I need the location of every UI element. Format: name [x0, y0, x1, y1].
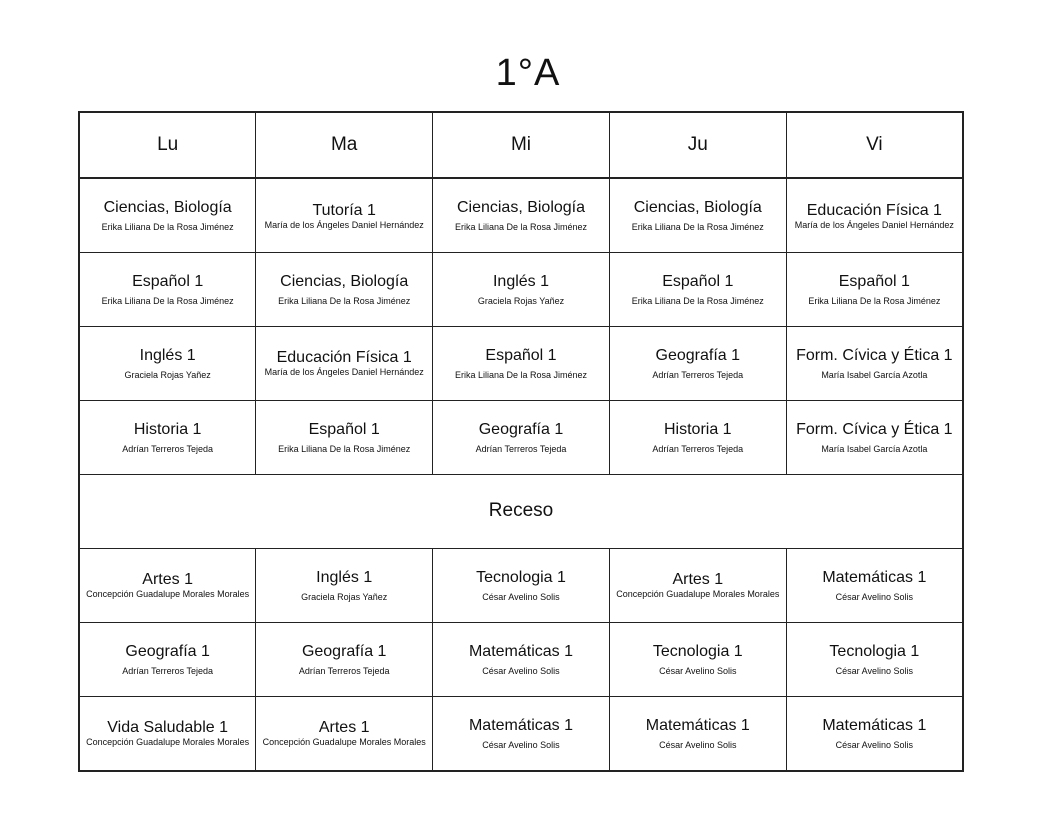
teacher-name: Erika Liliana De la Rosa Jiménez — [631, 295, 764, 306]
class-cell — [79, 622, 256, 696]
teacher-name: María Isabel García Azotla — [821, 369, 928, 380]
teacher-name: Adrían Terreros Tejeda — [475, 443, 567, 454]
teacher-name: Erika Liliana De la Rosa Jiménez — [278, 295, 411, 306]
subject-name: Matemáticas 1 — [468, 642, 574, 660]
subject-name: Ciencias, Biología — [456, 199, 586, 216]
subject-name: Tutoría 1 — [312, 201, 376, 219]
teacher-name: Concepción Guadalupe Morales Morales — [262, 737, 426, 748]
day-header: Lu — [79, 112, 256, 178]
class-cell — [79, 548, 256, 622]
break-label: Receso — [79, 474, 963, 548]
period-row — [79, 326, 963, 400]
day-header: Vi — [786, 112, 963, 178]
subject-name: Educación Física 1 — [276, 349, 412, 367]
break-row — [79, 474, 963, 548]
class-cell — [433, 622, 610, 696]
class-cell — [433, 400, 610, 474]
class-cell — [79, 326, 256, 400]
teacher-name: Erika Liliana De la Rosa Jiménez — [631, 222, 764, 232]
day-header: Ju — [609, 112, 786, 178]
subject-name: Español 1 — [308, 420, 380, 438]
class-cell — [256, 253, 433, 327]
subject-name: Vida Saludable 1 — [107, 719, 228, 737]
class-cell — [786, 696, 963, 771]
period-row — [79, 253, 963, 327]
class-cell — [786, 400, 963, 474]
teacher-name: Erika Liliana De la Rosa Jiménez — [278, 443, 411, 454]
subject-name: Form. Cívica y Ética 1 — [796, 346, 953, 364]
subject-name: Geografía 1 — [125, 642, 210, 660]
class-cell — [786, 622, 963, 696]
subject-name: Tecnologia 1 — [652, 642, 743, 660]
teacher-name: María de los Ángeles Daniel Hernández — [264, 367, 424, 378]
class-cell — [786, 178, 963, 253]
subject-name: Español 1 — [132, 272, 204, 290]
teacher-name: Erika Liliana De la Rosa Jiménez — [101, 222, 234, 232]
subject-name: Matemáticas 1 — [645, 716, 750, 734]
subject-name: Español 1 — [838, 272, 910, 290]
teacher-name: María de los Ángeles Daniel Hernández — [794, 219, 954, 230]
class-cell — [256, 622, 433, 696]
teacher-name: Adrían Terreros Tejeda — [122, 443, 214, 454]
teacher-name: César Avelino Solis — [659, 739, 737, 750]
subject-name: Tecnologia 1 — [829, 642, 920, 660]
class-cell — [256, 326, 433, 400]
subject-name: Inglés 1 — [492, 272, 550, 290]
teacher-name: César Avelino Solis — [482, 665, 560, 676]
class-cell — [609, 548, 786, 622]
teacher-name: César Avelino Solis — [835, 591, 914, 602]
subject-name: Tecnologia 1 — [476, 568, 566, 586]
subject-name: Español 1 — [662, 272, 734, 290]
teacher-name: Erika Liliana De la Rosa Jiménez — [808, 295, 941, 306]
subject-name: Artes 1 — [142, 571, 193, 589]
class-cell — [256, 400, 433, 474]
subject-name: Artes 1 — [672, 571, 724, 589]
teacher-name: César Avelino Solis — [835, 739, 914, 750]
teacher-name: Adrían Terreros Tejeda — [298, 665, 390, 676]
class-cell — [433, 178, 610, 253]
teacher-name: Concepción Guadalupe Morales Morales — [86, 589, 250, 600]
class-cell — [433, 253, 610, 327]
class-cell — [79, 253, 256, 327]
class-cell — [609, 622, 786, 696]
subject-name: Ciencias, Biología — [103, 199, 232, 216]
subject-name: Ciencias, Biología — [280, 272, 409, 290]
subject-name: Matemáticas 1 — [822, 716, 927, 734]
schedule-table — [78, 111, 964, 772]
day-header: Ma — [256, 112, 433, 178]
subject-name: Historia 1 — [664, 420, 732, 438]
period-row — [79, 400, 963, 474]
subject-name: Geografía 1 — [478, 420, 564, 438]
class-cell — [256, 548, 433, 622]
subject-name: Matemáticas 1 — [468, 716, 574, 734]
subject-name: Inglés 1 — [316, 568, 373, 586]
teacher-name: Concepción Guadalupe Morales Morales — [616, 589, 780, 600]
schedule-body — [79, 178, 963, 771]
class-cell — [433, 548, 610, 622]
class-cell — [609, 326, 786, 400]
teacher-name: César Avelino Solis — [482, 591, 560, 602]
class-cell — [786, 326, 963, 400]
teacher-name: Erika Liliana De la Rosa Jiménez — [454, 369, 588, 380]
period-row — [79, 696, 963, 771]
teacher-name: César Avelino Solis — [482, 739, 560, 750]
teacher-name: Graciela Rojas Yañez — [477, 295, 565, 306]
class-cell — [786, 548, 963, 622]
day-header-row — [79, 112, 963, 178]
teacher-name: Graciela Rojas Yañez — [124, 369, 211, 380]
page-title: 1°A — [495, 52, 561, 94]
class-cell — [786, 253, 963, 327]
period-row — [79, 548, 963, 622]
day-header: Mi — [433, 112, 610, 178]
class-cell — [79, 400, 256, 474]
class-cell — [79, 178, 256, 253]
teacher-name: César Avelino Solis — [835, 665, 914, 676]
teacher-name: Concepción Guadalupe Morales Morales — [86, 737, 250, 748]
subject-name: Artes 1 — [318, 719, 370, 737]
class-cell — [609, 400, 786, 474]
subject-name: Form. Cívica y Ética 1 — [796, 420, 953, 438]
class-cell — [609, 253, 786, 327]
subject-name: Educación Física 1 — [806, 201, 942, 219]
teacher-name: Adrían Terreros Tejeda — [122, 665, 214, 676]
subject-name: Historia 1 — [133, 420, 202, 438]
class-cell — [609, 178, 786, 253]
teacher-name: María de los Ángeles Daniel Hernández — [264, 219, 424, 230]
teacher-name: Erika Liliana De la Rosa Jiménez — [101, 295, 234, 306]
subject-name: Ciencias, Biología — [633, 199, 762, 216]
subject-name: Geografía 1 — [301, 642, 387, 660]
class-cell — [609, 696, 786, 771]
class-cell — [256, 696, 433, 771]
subject-name: Matemáticas 1 — [822, 568, 927, 586]
teacher-name: Adrían Terreros Tejeda — [652, 369, 744, 380]
teacher-name: Erika Liliana De la Rosa Jiménez — [454, 222, 588, 232]
subject-name: Español 1 — [485, 346, 557, 364]
teacher-name: Graciela Rojas Yañez — [301, 591, 388, 602]
teacher-name: María Isabel García Azotla — [821, 443, 928, 454]
class-cell — [256, 178, 433, 253]
period-row — [79, 622, 963, 696]
teacher-name: César Avelino Solis — [659, 665, 737, 676]
teacher-name: Adrían Terreros Tejeda — [652, 443, 744, 454]
period-row — [79, 178, 963, 253]
class-cell — [79, 696, 256, 771]
class-cell — [433, 326, 610, 400]
class-cell — [433, 696, 610, 771]
subject-name: Inglés 1 — [139, 346, 196, 364]
subject-name: Geografía 1 — [655, 346, 741, 364]
